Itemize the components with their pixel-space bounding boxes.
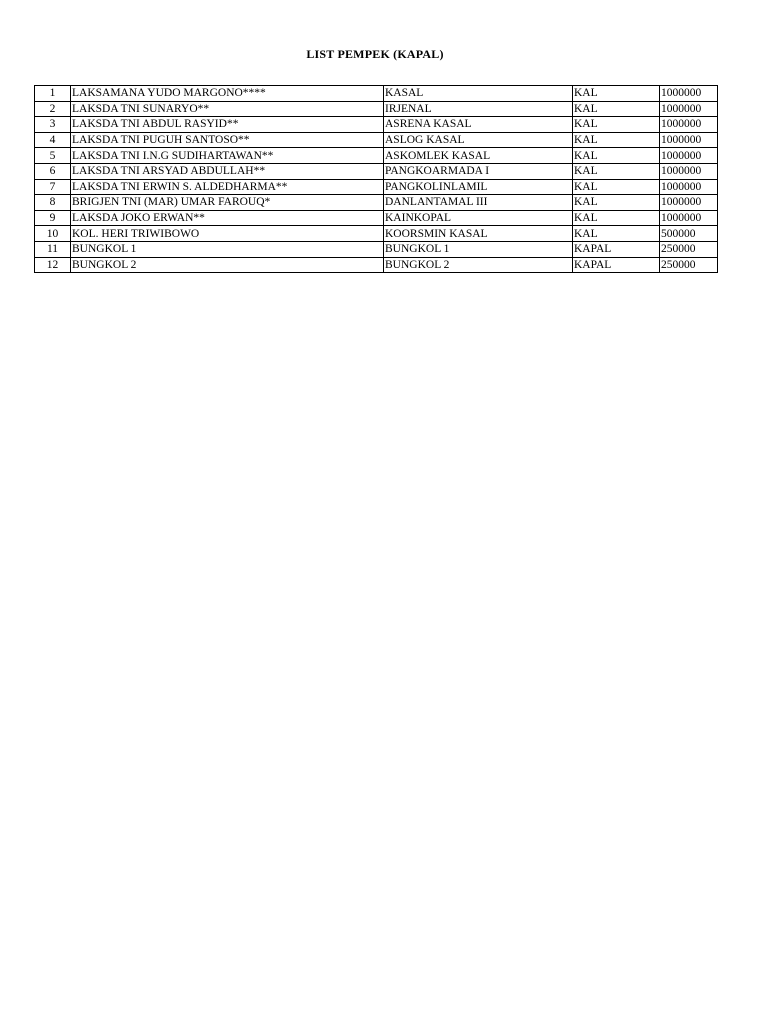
amount-cell: 1000000 bbox=[660, 195, 718, 211]
unit-cell: KAL bbox=[573, 117, 660, 133]
unit-cell: KAL bbox=[573, 101, 660, 117]
position-cell: BUNGKOL 2 bbox=[384, 257, 573, 273]
position-cell: KASAL bbox=[384, 86, 573, 102]
position-cell: ASLOG KASAL bbox=[384, 132, 573, 148]
unit-cell: KAL bbox=[573, 210, 660, 226]
unit-cell: KAL bbox=[573, 86, 660, 102]
row-number-cell: 11 bbox=[35, 241, 71, 257]
unit-cell: KAPAL bbox=[573, 241, 660, 257]
unit-cell: KAPAL bbox=[573, 257, 660, 273]
table-row bbox=[35, 148, 718, 164]
row-number-cell: 4 bbox=[35, 132, 71, 148]
amount-cell: 1000000 bbox=[660, 210, 718, 226]
row-number-cell: 5 bbox=[35, 148, 71, 164]
amount-cell: 1000000 bbox=[660, 86, 718, 102]
amount-cell: 500000 bbox=[660, 226, 718, 242]
name-cell: BRIGJEN TNI (MAR) UMAR FAROUQ* bbox=[71, 195, 384, 211]
table-row bbox=[35, 163, 718, 179]
amount-cell: 1000000 bbox=[660, 132, 718, 148]
row-number-cell: 9 bbox=[35, 210, 71, 226]
table-row bbox=[35, 101, 718, 117]
amount-cell: 250000 bbox=[660, 257, 718, 273]
name-cell: LAKSDA JOKO ERWAN** bbox=[71, 210, 384, 226]
unit-cell: KAL bbox=[573, 132, 660, 148]
table-row bbox=[35, 257, 718, 273]
position-cell: PANGKOARMADA I bbox=[384, 163, 573, 179]
row-number-cell: 2 bbox=[35, 101, 71, 117]
table-row bbox=[35, 86, 718, 102]
document-title: LIST PEMPEK (KAPAL) bbox=[306, 47, 444, 61]
table-body bbox=[35, 86, 718, 273]
position-cell: KAINKOPAL bbox=[384, 210, 573, 226]
unit-cell: KAL bbox=[573, 179, 660, 195]
row-number-cell: 12 bbox=[35, 257, 71, 273]
position-cell: BUNGKOL 1 bbox=[384, 241, 573, 257]
name-cell: KOL. HERI TRIWIBOWO bbox=[71, 226, 384, 242]
amount-cell: 1000000 bbox=[660, 179, 718, 195]
name-cell: BUNGKOL 1 bbox=[71, 241, 384, 257]
name-cell: LAKSDA TNI ARSYAD ABDULLAH** bbox=[71, 163, 384, 179]
position-cell: ASKOMLEK KASAL bbox=[384, 148, 573, 164]
name-cell: BUNGKOL 2 bbox=[71, 257, 384, 273]
row-number-cell: 1 bbox=[35, 86, 71, 102]
unit-cell: KAL bbox=[573, 195, 660, 211]
amount-cell: 1000000 bbox=[660, 117, 718, 133]
row-number-cell: 6 bbox=[35, 163, 71, 179]
position-cell: DANLANTAMAL III bbox=[384, 195, 573, 211]
row-number-cell: 8 bbox=[35, 195, 71, 211]
name-cell: LAKSDA TNI SUNARYO** bbox=[71, 101, 384, 117]
row-number-cell: 3 bbox=[35, 117, 71, 133]
table-row bbox=[35, 210, 718, 226]
table-row bbox=[35, 226, 718, 242]
table-row bbox=[35, 195, 718, 211]
amount-cell: 1000000 bbox=[660, 163, 718, 179]
position-cell: IRJENAL bbox=[384, 101, 573, 117]
position-cell: ASRENA KASAL bbox=[384, 117, 573, 133]
table-row bbox=[35, 179, 718, 195]
pempek-list-table bbox=[34, 85, 718, 273]
name-cell: LAKSDA TNI ERWIN S. ALDEDHARMA** bbox=[71, 179, 384, 195]
amount-cell: 1000000 bbox=[660, 148, 718, 164]
row-number-cell: 7 bbox=[35, 179, 71, 195]
unit-cell: KAL bbox=[573, 148, 660, 164]
table-row bbox=[35, 117, 718, 133]
name-cell: LAKSDA TNI PUGUH SANTOSO** bbox=[71, 132, 384, 148]
amount-cell: 250000 bbox=[660, 241, 718, 257]
name-cell: LAKSDA TNI I.N.G SUDIHARTAWAN** bbox=[71, 148, 384, 164]
unit-cell: KAL bbox=[573, 163, 660, 179]
amount-cell: 1000000 bbox=[660, 101, 718, 117]
name-cell: LAKSAMANA YUDO MARGONO**** bbox=[71, 86, 384, 102]
row-number-cell: 10 bbox=[35, 226, 71, 242]
position-cell: PANGKOLINLAMIL bbox=[384, 179, 573, 195]
table-row bbox=[35, 132, 718, 148]
position-cell: KOORSMIN KASAL bbox=[384, 226, 573, 242]
table-row bbox=[35, 241, 718, 257]
name-cell: LAKSDA TNI ABDUL RASYID** bbox=[71, 117, 384, 133]
unit-cell: KAL bbox=[573, 226, 660, 242]
